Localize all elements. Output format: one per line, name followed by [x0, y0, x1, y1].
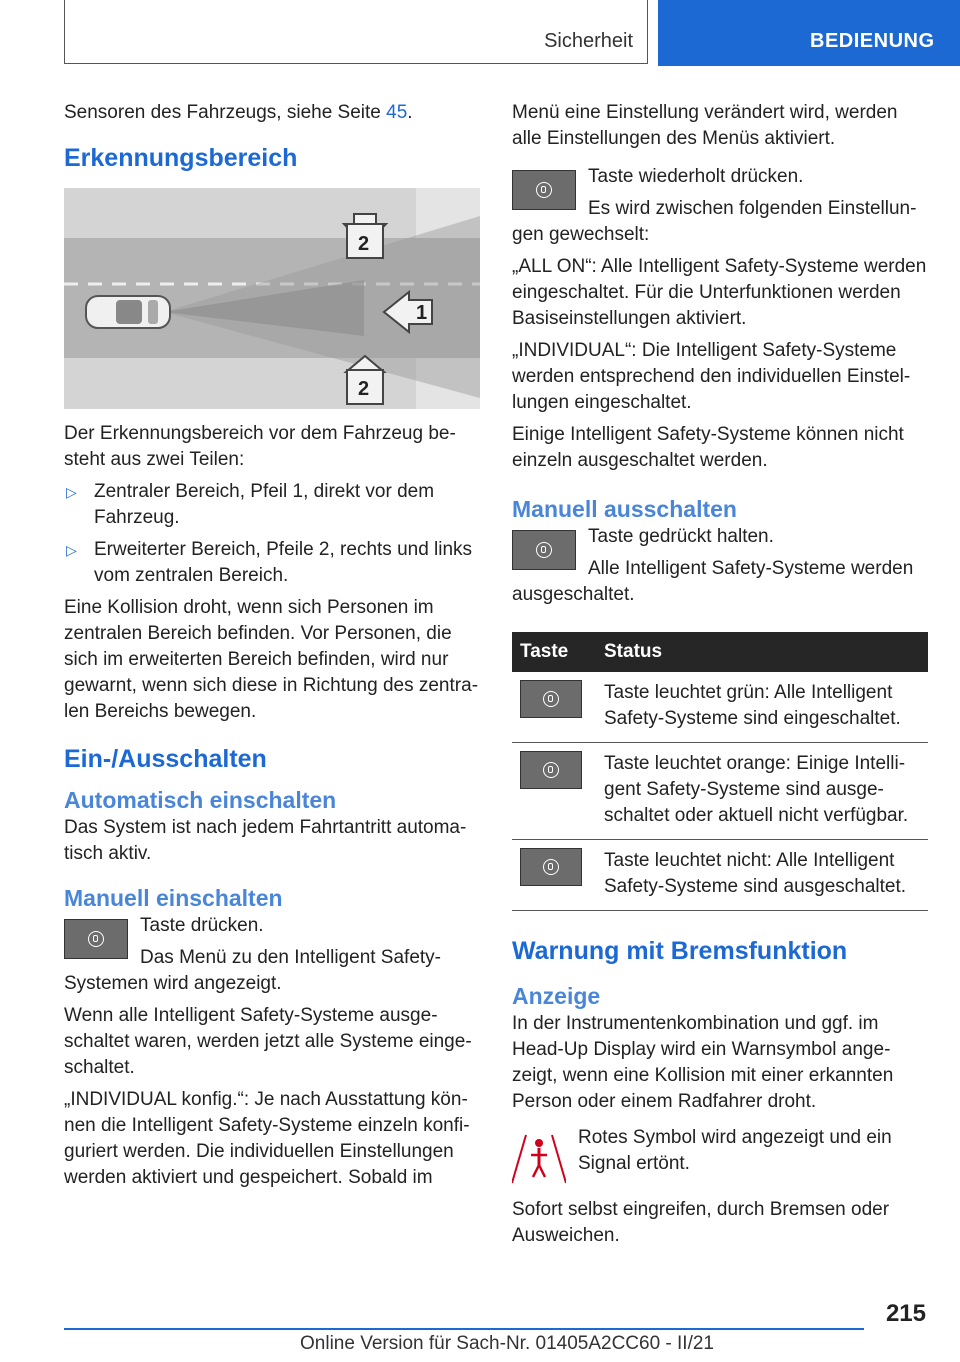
safety-button-icon	[512, 530, 576, 570]
header-section-title: Sicherheit	[544, 30, 633, 52]
wiederholt-text: Taste wiederholt drücken.	[588, 166, 804, 187]
heading-ein-ausschalten: Ein-/Ausschalten	[64, 745, 267, 773]
left-column	[64, 100, 480, 1197]
heading-automatisch-einschalten: Automatisch einschalten	[64, 787, 337, 813]
heading-manuell-ausschalten: Manuell ausschalten	[512, 496, 737, 522]
individual-konfig-paragraph: „INDIVIDUAL konfig.“: Je nach Ausstattung können die Intelligent Safety-Systeme einzeln konfiguriert werden. Die individuellen Einstellungen werden aktiviert und gespeichert. Sobald im	[64, 1089, 470, 1188]
sofort-paragraph: Sofort selbst eingreifen, durch Bremsen oder Ausweichen.	[512, 1199, 890, 1246]
menue-cont-paragraph: Menü eine Einstellung verändert wird, werden alle Einstellungen des Menüs aktiviert.	[512, 102, 898, 149]
header-section-box	[64, 0, 648, 64]
kollision-paragraph: Eine Kollision droht, wenn sich Personen im zentralen Bereich befinden. Vor Personen, die sich im erweiterten Bereich befinden, wird nur gewarnt, wenn sich diese in Richtung des zentralen Bereichs bewegen.	[64, 597, 479, 722]
erkennung-paragraph: Der Erkennungsbereich vor dem Fahrzeug besteht aus zwei Teilen:	[64, 423, 456, 470]
heading-manuell-einschalten: Manuell einschalten	[64, 885, 283, 911]
table-row	[512, 743, 928, 840]
right-column	[512, 100, 928, 1255]
svg-text:1: 1	[416, 302, 428, 324]
svg-text:2: 2	[358, 378, 370, 400]
heading-anzeige: Anzeige	[512, 983, 601, 1009]
bullet-triangle-icon: ▷	[66, 542, 77, 558]
footer-divider	[64, 1328, 864, 1330]
all-on-paragraph: „ALL ON“: Alle Intelligent Safety-Systeme werden eingeschaltet. Für die Unterfunktionen werden Basiseinstellungen aktiviert.	[512, 256, 927, 329]
safety-button-icon	[520, 751, 582, 789]
intro-paragraph: Sensoren des Fahrzeugs, siehe Seite 45.	[64, 102, 413, 123]
safety-button-icon	[520, 848, 582, 886]
heading-warnung-bremsfunktion: Warnung mit Bremsfunktion	[512, 937, 848, 965]
table-row	[512, 840, 928, 911]
svg-text:2: 2	[358, 233, 370, 255]
safety-button-icon	[520, 680, 582, 718]
status-cell: Taste leuchtet grün: Alle Intelligent Safety-Systeme sind eingeschaltet.	[596, 672, 928, 743]
rotes-symbol-block	[512, 1125, 928, 1189]
table-header-taste: Taste	[512, 632, 596, 672]
table-row	[512, 672, 928, 743]
button-status-table	[512, 632, 928, 911]
menue-text: Das Menü zu den Intelligent Safety-Systemen wird angezeigt.	[64, 947, 442, 994]
heading-erkennungsbereich: Erkennungsbereich	[64, 144, 298, 172]
list-item: ▷ Zentraler Bereich, Pfeil 1, direkt vor dem Fahrzeug.	[66, 481, 435, 528]
safety-button-icon	[64, 919, 128, 959]
taste-druecken-block	[64, 913, 480, 1003]
safety-button-icon	[512, 170, 576, 210]
wiederholt-block	[512, 164, 928, 254]
pedestrian-warning-icon	[512, 1131, 566, 1185]
footer-online-version: Online Version für Sach-Nr. 01405A2CC60 - II/21	[300, 1333, 715, 1354]
wenn-alle-paragraph: Wenn alle Intelligent Safety-Systeme ausgeschaltet waren, werden jetzt alle Systeme eingeschaltet.	[64, 1005, 472, 1078]
detection-parts-list	[64, 479, 480, 589]
alle-aus-text: Alle Intelligent Safety-Systeme werden ausgeschaltet.	[512, 558, 914, 605]
header-chapter-title: BEDIENUNG	[810, 30, 935, 52]
gedrueckt-block	[512, 524, 928, 614]
header-chapter-tab[interactable]	[658, 0, 960, 66]
status-cell: Taste leuchtet orange: Einige Intelligent Safety-Systeme sind ausgeschaltet oder aktuell nicht verfügbar.	[596, 743, 928, 840]
page-number: 215	[885, 1300, 926, 1327]
einige-paragraph: Einige Intelligent Safety-Systeme können nicht einzeln ausgeschaltet werden.	[512, 424, 904, 471]
car-icon	[86, 296, 170, 328]
individual-paragraph: „INDIVIDUAL“: Die Intelligent Safety-Systeme werden entsprechend den individuellen Einstellungen eingeschaltet.	[512, 340, 911, 413]
bullet-triangle-icon: ▷	[66, 484, 77, 500]
anzeige-paragraph: In der Instrumentenkombination und ggf. im Head-Up Display wird ein Warnsymbol angezeigt, wenn eine Kollision mit einer erkannten Person oder einem Radfahrer droht.	[512, 1013, 894, 1112]
status-cell: Taste leuchtet nicht: Alle Intelligent Safety-Systeme sind ausgeschaltet.	[596, 840, 928, 911]
list-item: ▷ Erweiterter Bereich, Pfeile 2, rechts und links vom zentralen Bereich.	[66, 539, 473, 586]
table-header-status: Status	[596, 632, 928, 672]
taste-druecken-text: Taste drücken.	[140, 915, 264, 936]
rotes-symbol-text: Rotes Symbol wird angezeigt und ein Signal ertönt.	[578, 1127, 892, 1174]
page-link[interactable]: 45	[386, 102, 408, 123]
gedrueckt-text: Taste gedrückt halten.	[588, 526, 774, 547]
gewechselt-text: Es wird zwischen folgenden Einstellungen gewechselt:	[512, 198, 917, 245]
auto-paragraph: Das System ist nach jedem Fahrtantritt automatisch aktiv.	[64, 817, 467, 864]
detection-area-diagram	[64, 188, 480, 409]
